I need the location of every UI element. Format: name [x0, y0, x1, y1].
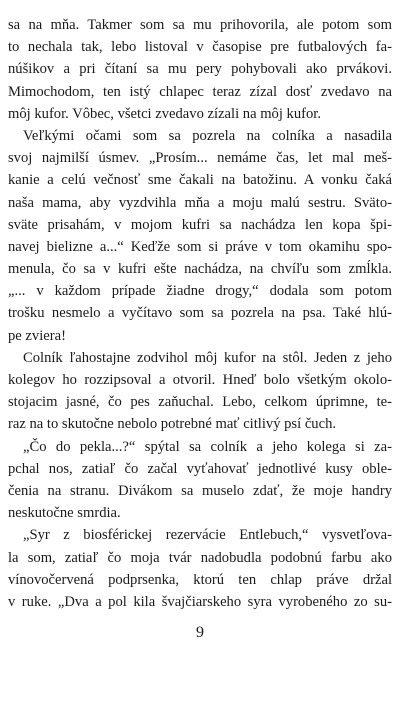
text-line: Colník ľahostajne zodvihol môj kufor na stôl. Jeden z jeho: [23, 349, 392, 366]
text-line: sa na mňa. Takmer som sa mu prihovorila, ale potom som: [8, 17, 392, 33]
text-line: trošku nesmelo a vyčítavo som sa pozrela na psa. Také hlú-: [8, 305, 392, 322]
text-line: raz na to skutočne nebolo potrebné mať citlivý psí čuch.: [8, 416, 337, 433]
text-line: kolegov ho rozzipsoval a otvoril. Hneď bolo všetkým okolo-: [8, 372, 392, 388]
text-line: pe zviera!: [8, 327, 66, 344]
page-number: 9: [196, 624, 204, 641]
text-line: môj kufor. Vôbec, všetci zvedavo zízali na môj kufor.: [8, 105, 322, 122]
text-line: stojacim jasné, čo pes zaňuchal. Lebo, celkom úprimne, te-: [8, 394, 392, 411]
text-line: „Čo do pekla...?“ spýtal sa colník a jeho kolega si za-: [23, 438, 392, 455]
text-line: naša mama, aby vyzdvihla mňa a moju malú sestru. Sväto-: [8, 194, 392, 211]
text-line: „... v každom prípade žiadne drogy,“ dodala som potom: [8, 283, 392, 300]
text-line: Mimochodom, ten istý chlapec teraz zízal dosť zvedavo na: [8, 83, 392, 100]
text-line: la som, zatiaľ čo moja tvár nadobudla podobnú farbu ako: [8, 549, 392, 566]
text-line: vínovočervená podprsenka, ktorú ten chlap práve držal: [8, 571, 392, 588]
text-line: čenia na stranu. Divákom sa muselo zdať, že moje handry: [8, 482, 392, 499]
text-line: menula, čo sa v kufri ešte nachádza, na chvíľu som zmĺkla.: [8, 261, 392, 278]
text-line: navej bielizne a...“ Keďže som si práve v tom okamihu spo-: [8, 238, 392, 255]
text-line: neskutočne smrdia.: [8, 505, 121, 522]
text-line: kanie a celú večnosť sme čakali na batožinu. A vonku čaká: [8, 172, 392, 189]
text-line: svoj najmilší úsmev. „Prosím... nemáme čas, let mal meš-: [8, 150, 392, 167]
text-line: núšikov a pri čítaní sa mu pery pohybovali ako prvákovi.: [8, 61, 392, 78]
text-line: Veľkými očami som sa pozrela na colníka a nasadila: [23, 127, 392, 144]
body-text: [8, 14, 392, 613]
text-line: pchal nos, zatiaľ čo začal vyťahovať jednotlivé kusy oble-: [8, 460, 392, 477]
text-line: to nechala tak, lebo listoval v časopise pre futbalových fa-: [8, 39, 392, 56]
text-line: sväte prisahám, v mojom kufri sa nachádza len kopa špi-: [8, 216, 392, 233]
text-line: v ruke. „Dva a pol kila švajčiarskeho syra vyrobeného zo su-: [8, 593, 392, 610]
text-line: „Syr z biosférickej rezervácie Entlebuch,“ vysvetľova-: [23, 527, 392, 544]
